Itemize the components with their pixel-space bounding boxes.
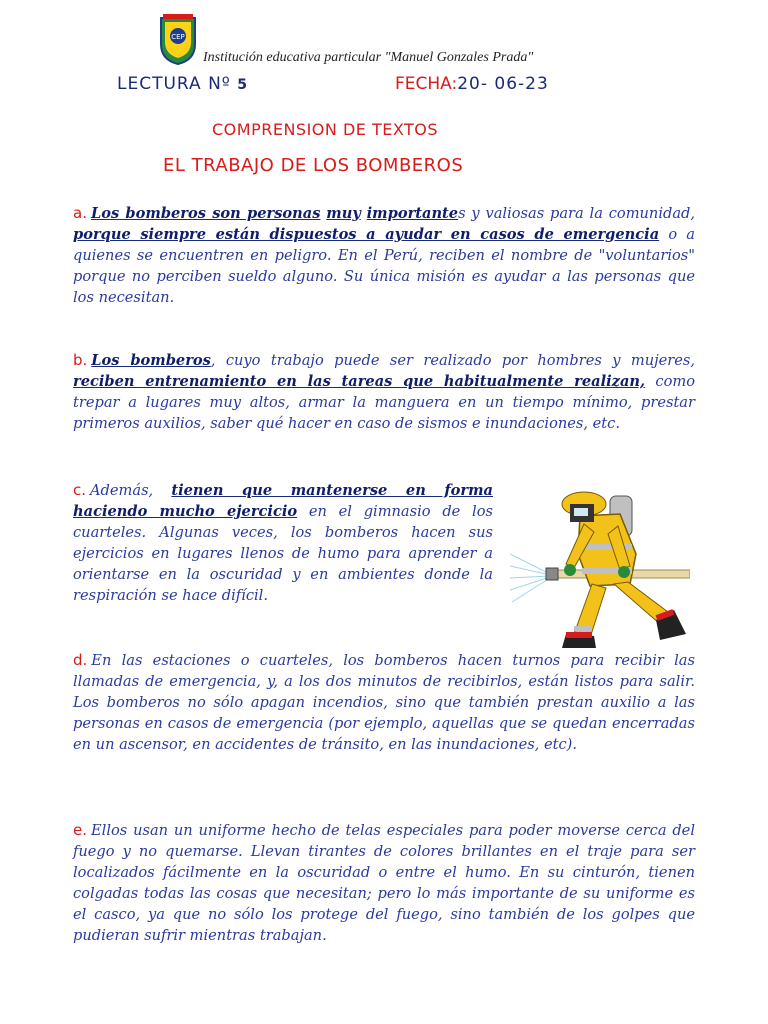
- paragraph-letter: a.: [73, 204, 87, 222]
- underlined-text: Los bomberos: [91, 352, 211, 369]
- paragraph-a: [73, 203, 695, 308]
- underlined-text: tienen que mantenerse en forma haciendo mucho ejercicio: [73, 482, 493, 520]
- paragraph-letter: e.: [73, 821, 87, 839]
- firefighter-illustration: [510, 484, 690, 662]
- school-crest-icon: [157, 14, 199, 66]
- svg-text:CEP: CEP: [171, 33, 185, 41]
- date: [395, 74, 549, 94]
- text: Además,: [90, 482, 172, 499]
- date-label: FECHA:: [395, 74, 458, 94]
- paragraph-d: [73, 650, 695, 755]
- underlined-text: muy: [326, 205, 361, 222]
- paragraph-b: [73, 350, 695, 434]
- date-value: 20- 06-23: [457, 74, 549, 94]
- lectura-number: 5: [237, 77, 248, 93]
- underlined-text: reciben entrenamiento en las tareas que habitualmente realizan,: [73, 373, 646, 390]
- paragraph-e: [73, 820, 695, 946]
- text: como trepar a lugares muy altos, armar la manguera en un tiempo mínimo, prestar primeros auxilios, saber qué hacer en caso de sismos e inundaciones, etc.: [73, 373, 695, 432]
- document-title: EL TRABAJO DE LOS BOMBEROS: [163, 155, 464, 176]
- text: Ellos usan un uniforme hecho de telas especiales para poder moverse cerca del fuego y no quemarse. Llevan tirantes de colores brillantes en el traje para ser localizados fácilmente en la oscuridad o entre el humo. En su cinturón, tienen colgadas todas las cosas que necesitan; pero lo más importante de su uniforme es el casco, ya que no sólo los protege del fuego, sino también de los golpes que pudieran sufrir mientras trabajan.: [73, 822, 695, 944]
- text: En las estaciones o cuarteles, los bomberos hacen turnos para recibir las llamadas de emergencia, y, a los dos minutos de recibirlos, están listos para salir. Los bomberos no sólo apagan incendios, sino que también prestan auxilio a las personas en casos de emergencia (por ejemplo, aquellas que se quedan encerradas en un ascensor, en accidentes de tránsito, en las inundaciones, etc).: [73, 652, 695, 753]
- text: s y valiosas para la comunidad,: [458, 205, 696, 222]
- document-header: [0, 0, 768, 94]
- text: o a quienes se encuentren en peligro. En el Perú, reciben el nombre de "voluntarios" porque no perciben sueldo alguno. Su única misión es ayudar a las personas que los necesitan.: [73, 226, 696, 306]
- institution-name: Institución educativa particular "Manuel Gonzales Prada": [203, 50, 534, 65]
- paragraph-letter: d.: [73, 651, 88, 669]
- text: , cuyo trabajo puede ser realizado por hombres y mujeres,: [210, 352, 695, 369]
- lectura-label: LECTURA Nº: [117, 74, 231, 94]
- paragraph-c: [73, 480, 493, 606]
- underlined-text: Los bomberos son personas: [90, 205, 321, 222]
- document-subtitle: COMPRENSION DE TEXTOS: [212, 120, 439, 139]
- paragraph-letter: c.: [73, 481, 87, 499]
- underlined-text: importante: [366, 205, 459, 222]
- reading-number: [117, 74, 248, 94]
- text: en el gimnasio de los cuarteles. Algunas veces, los bomberos hacen sus ejercicios en lugares llenos de humo para aprender a orientarse en la oscuridad y en ambientes donde la respiración se hace difícil.: [73, 503, 493, 604]
- paragraph-letter: b.: [73, 351, 88, 369]
- underlined-text: porque siempre están dispuestos a ayudar en casos de emergencia: [73, 226, 660, 243]
